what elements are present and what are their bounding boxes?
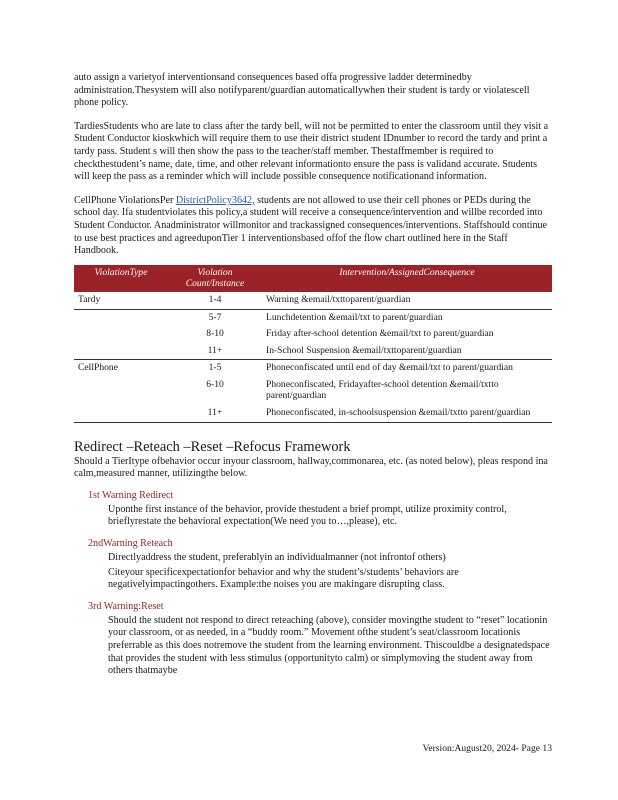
cell-consequence: In-School Suspension &email/txttoparent/guardian — [262, 343, 552, 360]
cell-type: Tardy — [74, 292, 168, 309]
cell-type — [74, 309, 168, 326]
cell-type — [74, 405, 168, 422]
table-row — [74, 292, 552, 309]
section-heading-reteach: 2ndWarning Reteach — [88, 538, 173, 550]
cell-type: CellPhone — [78, 362, 118, 374]
cell-count: 11+ — [168, 405, 262, 422]
cell-count: 1-5 — [208, 362, 222, 374]
cell-consequence: Friday after-school detention &email/txt to parent/guardian — [266, 328, 494, 340]
header-violation-count: Violation Count/Instance — [168, 265, 262, 292]
table-row — [74, 377, 552, 405]
framework-intro: Should a TierItype ofbehavior occur inyour classroom, hallway,commonarea, etc. (as noted below), pleas respond ina calm,measured manner, utilizingthe below. — [74, 455, 548, 480]
list-item-text: Directlyaddress the student, preferablyin an individualmanner (not infrontof others) — [108, 552, 446, 564]
table-row — [74, 405, 552, 422]
table-row — [74, 309, 552, 326]
cell-consequence: Lunchdetention &email/txt to parent/guardian — [266, 311, 443, 323]
violation-table — [74, 265, 552, 423]
district-policy-link[interactable]: DistrictPolicy3642, — [175, 194, 255, 206]
framework-heading: Redirect –Reteach –Reset –Refocus Framework — [74, 438, 351, 455]
cell-type — [74, 377, 168, 405]
table-row — [74, 360, 552, 377]
section-heading-reset: 3rd Warning:Reset — [88, 600, 164, 612]
cell-count: 5-7 — [208, 311, 222, 323]
cell-count: 1-4 — [168, 292, 262, 309]
cellphone-text-start: CellPhone ViolationsPer — [74, 194, 176, 206]
table-row — [74, 326, 552, 343]
cell-consequence: Warning &email/txttoparent/guardian — [262, 292, 552, 309]
page-footer: Version:August20, 2024- Page 13 — [422, 743, 552, 754]
list-item-text: Uponthe first instance of the behavior, provide thestudent a brief prompt, utilize proximity control, brieflyrestate the behavioral expectation(We need you to…,please), etc. — [108, 503, 507, 528]
cellphone-paragraph — [74, 195, 550, 258]
list-item — [74, 567, 550, 592]
cell-consequence: Phoneconfiscated, Fridayafter-school detention &email/txtto parent/guardian — [266, 378, 499, 402]
header-consequence: Intervention/AssignedConsequence — [262, 265, 552, 292]
cell-count: 8-10 — [206, 328, 224, 340]
section-heading-redirect: 1st Warning Redirect — [88, 489, 174, 501]
cell-type — [74, 326, 168, 343]
list-item-text: Citeyour specificexpectationfor behavior and why the student’s/students’ behaviors are negativelyimpactingothers. Example:the noises you are makingare disrupting class. — [108, 566, 459, 591]
list-item — [74, 615, 550, 678]
cell-consequence: Phoneconfiscated until end of day &email/txt to parent/guardian — [266, 362, 513, 374]
cell-type — [74, 343, 168, 360]
list-item — [74, 504, 550, 529]
document-page — [74, 72, 550, 680]
list-item — [74, 552, 550, 565]
cell-count: 11+ — [168, 343, 262, 360]
list-item-text: Should the student not respond to direct reteaching (above), consider movingthe student to “reset” locationin your classroom, or as needed, in a “buddy room.” Movement ofthe student’s seat/classroom locationis preferrable as this does notremove the student from the learning environment. Thiscouldbe a designatedspace that provides the student with less stimulus (opportunityto calm) or simplymoving the student away from others thatmaybe — [108, 614, 550, 677]
table-row — [74, 343, 552, 360]
header-violation-type: ViolationType — [74, 265, 168, 292]
cellphone-text-end: students are not allowed to use their cell phones or PEDs during the school day. Ifa studentviolates this policy,a student will receive a consequence/intervention and willbe recorded into Student Conductor. Anadministrator willmonitor and trackassigned consequences/interventions. Staffshould continue to use best practices and agreeduponTier 1 interventionsbased offof the flow chart outlined here in the Staff Handbook. — [74, 194, 548, 257]
tardies-paragraph: TardiesStudents who are late to class after the tardy bell, will not be permitted to enter the classroom until they visit a Student Conductor kioskwhich will require them to use their district student IDnumber to record the tardy and print a tardy pass. Student s will then show the pass to the teacher/staff member. Thestaffmember is required to checkthestudent’s name, date, time, and other relevant informationto ensure the pass is validand accurate. Students will keep the pass as a reminder which will include possible consequence notificationand information. — [74, 120, 549, 183]
cell-consequence: Phoneconfiscated, in-schoolsuspension &email/txtto parent/guardian — [262, 405, 552, 422]
table-header-row — [74, 265, 552, 292]
cell-count: 6-10 — [206, 378, 224, 390]
intro-paragraph: auto assign a varietyof interventionsand consequences based offa progressive ladder determinedby administration.Thesystem will also notifyparent/guardian automaticallywhen their student is tardy or violatescell phone policy. — [74, 72, 530, 109]
